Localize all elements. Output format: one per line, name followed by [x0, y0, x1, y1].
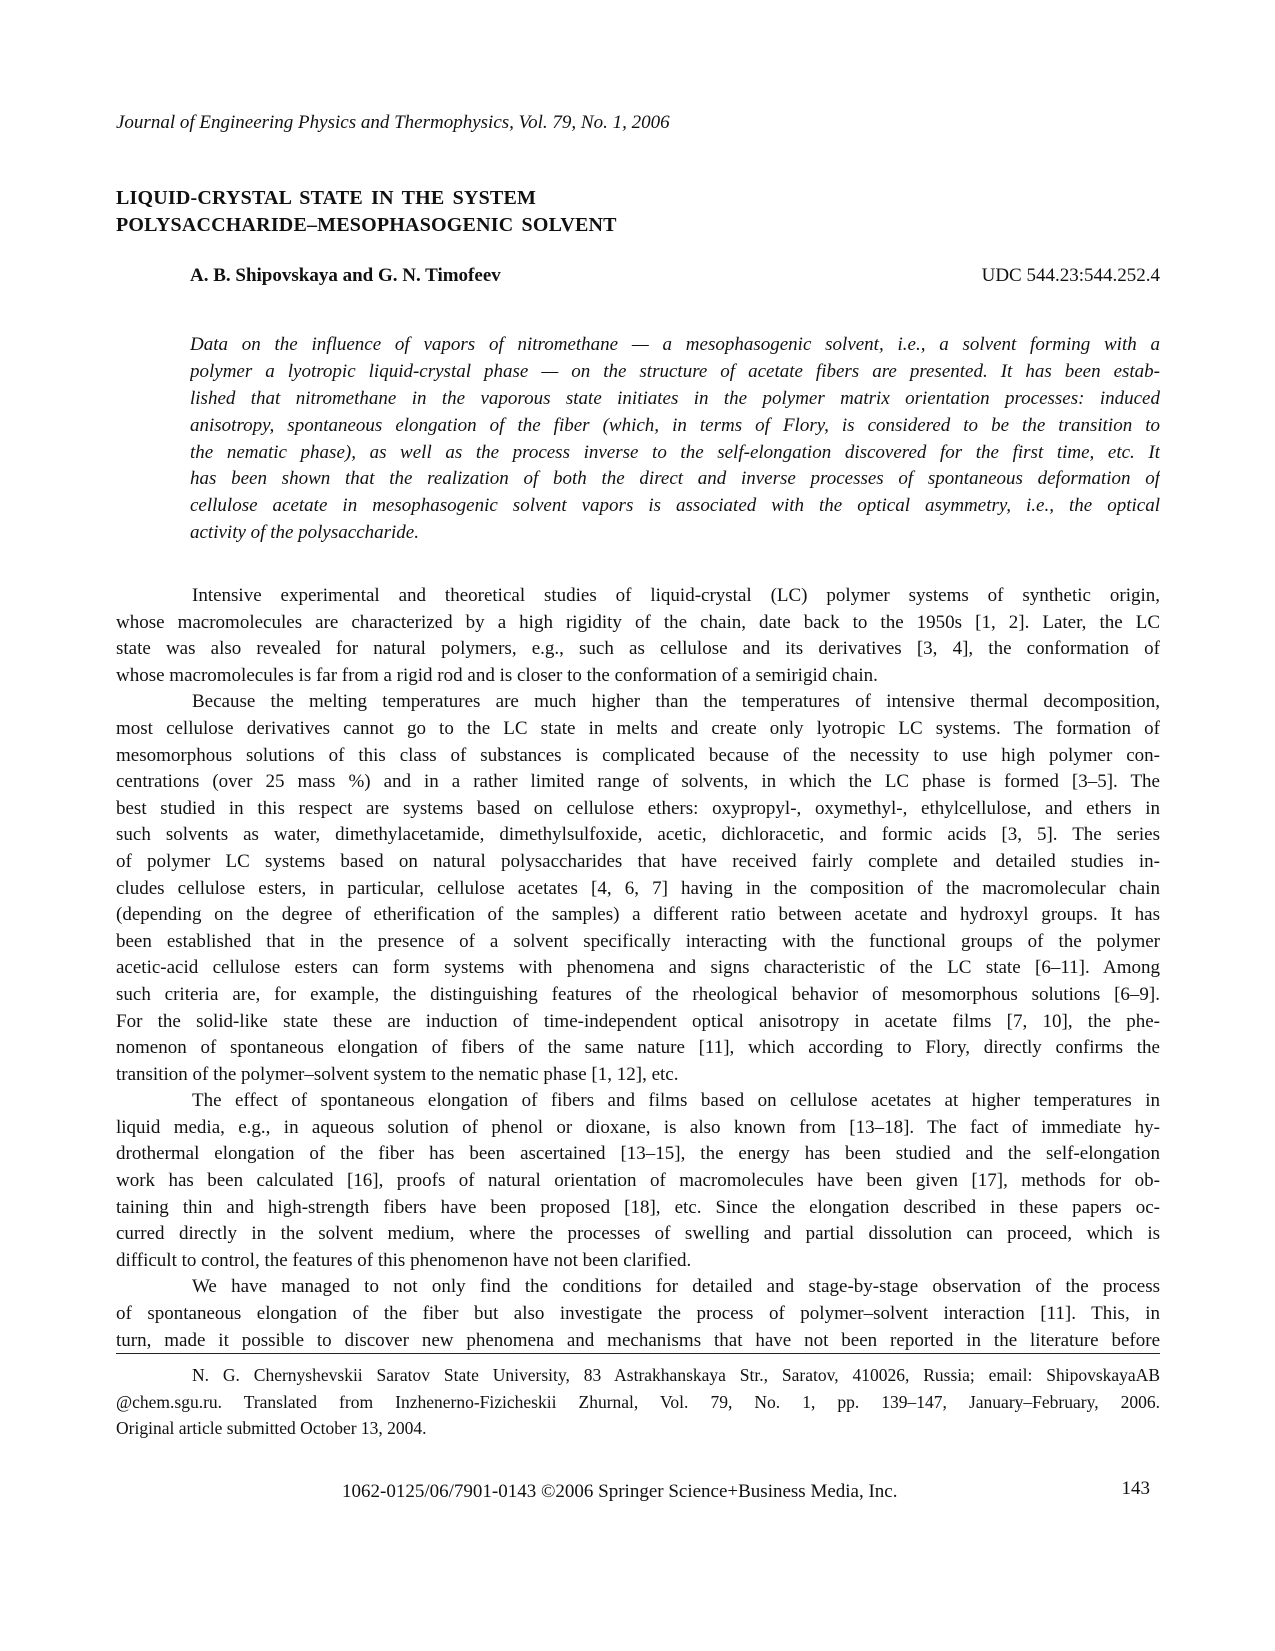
- body-line: We have managed to not only find the conditions for detailed and stage-by-stage observation of the process: [192, 1276, 1160, 1298]
- abstract-line: anisotropy, spontaneous elongation of the fiber (which, in terms of Flory, is considered to be the transition to: [190, 414, 1160, 436]
- footnote-divider: [116, 1353, 1160, 1354]
- body-line: whose macromolecules is far from a rigid rod and is closer to the conformation of a semirigid chain.: [116, 664, 878, 686]
- article-title: [116, 185, 617, 239]
- footnote-line: N. G. Chernyshevskii Saratov State University, 83 Astrakhanskaya Str., Saratov, 410026, Russia; email: ShipovskayaAB: [192, 1365, 1160, 1385]
- body-line: transition of the polymer–solvent system to the nematic phase [1, 12], etc.: [116, 1063, 679, 1085]
- body-line: (depending on the degree of etherification of the samples) a different ratio between acetate and hydroxyl groups. It has: [116, 904, 1160, 926]
- body-line: state was also revealed for natural polymers, e.g., such as cellulose and its derivatives [3, 4], the conformation of: [116, 638, 1160, 660]
- body-line: such solvents as water, dimethylacetamide, dimethylsulfoxide, acetic, dichloracetic, and formic acids [3, 5]. The series: [116, 824, 1160, 846]
- body-line: Intensive experimental and theoretical studies of liquid-crystal (LC) polymer systems of synthetic origin,: [192, 585, 1160, 606]
- body-text: [116, 583, 1160, 1354]
- body-line: liquid media, e.g., in aqueous solution of phenol or dioxane, is also known from [13–18]. The fact of immediate hy-: [116, 1116, 1160, 1138]
- journal-header: Journal of Engineering Physics and Thermophysics, Vol. 79, No. 1, 2006: [116, 112, 670, 133]
- footnote-line: @chem.sgu.ru. Translated from Inzhenerno-Fizicheskii Zhurnal, Vol. 79, No. 1, pp. 139–147, January–February, 2006.: [116, 1391, 1160, 1412]
- abstract-line: Data on the influence of vapors of nitromethane — a mesophasogenic solvent, i.e., a solvent forming with a: [190, 334, 1160, 355]
- abstract-line: activity of the polysaccharide.: [190, 522, 419, 544]
- body-line: difficult to control, the features of this phenomenon have not been clarified.: [116, 1249, 692, 1271]
- body-line: acetic-acid cellulose esters can form systems with phenomena and signs characteristic of the LC state [6–11]. Among: [116, 957, 1160, 979]
- body-line: most cellulose derivatives cannot go to the LC state in melts and create only lyotropic LC systems. The formation of: [116, 717, 1160, 739]
- abstract-line: the nematic phase), as well as the process inverse to the self-elongation discovered for the first time, etc. It: [190, 441, 1160, 463]
- body-line: been established that in the presence of a solvent specifically interacting with the functional groups of the polymer: [116, 930, 1160, 952]
- body-line: nomenon of spontaneous elongation of fibers of the same nature [11], which according to Flory, directly confirms the: [116, 1037, 1160, 1059]
- body-line: turn, made it possible to discover new phenomena and mechanisms that have not been reported in the literature before: [116, 1329, 1160, 1351]
- body-line: mesomorphous solutions of this class of substances is complicated because of the necessity to use high polymer con-: [116, 744, 1160, 766]
- abstract-line: polymer a lyotropic liquid-crystal phase — on the structure of acetate fibers are presented. It has been estab-: [190, 360, 1160, 382]
- abstract-line: lished that nitromethane in the vaporous state initiates in the polymer matrix orientation processes: induced: [190, 387, 1160, 409]
- body-line: best studied in this respect are systems based on cellulose ethers: oxypropyl-, oxymethyl-, ethylcellulose, and ethers in: [116, 797, 1160, 819]
- body-line: taining thin and high-strength fibers have been proposed [18], etc. Since the elongation described in these papers oc-: [116, 1196, 1160, 1218]
- abstract-line: has been shown that the realization of both the direct and inverse processes of spontaneous deformation of: [190, 468, 1160, 490]
- authors: A. B. Shipovskaya and G. N. Timofeev: [190, 265, 501, 286]
- body-line: drothermal elongation of the fiber has been ascertained [13–15], the energy has been studied and the self-elongation: [116, 1143, 1160, 1165]
- abstract-line: cellulose acetate in mesophasogenic solvent vapors is associated with the optical asymmetry, i.e., the optical: [190, 495, 1160, 517]
- page-number: 143: [1121, 1478, 1150, 1499]
- body-line: of spontaneous elongation of the fiber but also investigate the process of polymer–solvent interaction [11]. This, in: [116, 1303, 1160, 1325]
- body-line: The effect of spontaneous elongation of fibers and films based on cellulose acetates at higher temperatures in: [192, 1090, 1160, 1112]
- body-line: cludes cellulose esters, in particular, cellulose acetates [4, 6, 7] having in the composition of the macromolecular chain: [116, 877, 1160, 899]
- body-line: such criteria are, for example, the distinguishing features of the rheological behavior of mesomorphous solutions [6–9].: [116, 983, 1160, 1005]
- footnote-line: Original article submitted October 13, 2004.: [116, 1418, 427, 1438]
- abstract: [190, 332, 1160, 547]
- article-title-line-1: LIQUID-CRYSTAL STATE IN THE SYSTEM: [116, 187, 537, 209]
- body-line: For the solid-like state these are induction of time-independent optical anisotropy in acetate films [7, 10], the phe-: [116, 1010, 1160, 1032]
- body-line: work has been calculated [16], proofs of natural orientation of macromolecules have been given [17], methods for ob-: [116, 1170, 1160, 1192]
- body-line: centrations (over 25 mass %) and in a rather limited range of solvents, in which the LC phase is formed [3–5]. The: [116, 771, 1160, 793]
- body-line: of polymer LC systems based on natural polysaccharides that have received fairly complete and detailed studies in-: [116, 850, 1160, 872]
- body-line: curred directly in the solvent medium, where the processes of swelling and partial dissolution can proceed, which is: [116, 1223, 1160, 1245]
- body-line: whose macromolecules are characterized by a high rigidity of the chain, date back to the 1950s [1, 2]. Later, the LC: [116, 611, 1160, 633]
- footnote: [116, 1362, 1160, 1442]
- copyright-line: 1062-0125/06/7901-0143 ©2006 Springer Science+Business Media, Inc.: [342, 1481, 898, 1502]
- body-line: Because the melting temperatures are much higher than the temperatures of intensive thermal decomposition,: [192, 691, 1160, 713]
- udc-code: UDC 544.23:544.252.4: [981, 265, 1160, 286]
- article-title-line-2: POLYSACCHARIDE–MESOPHASOGENIC SOLVENT: [116, 214, 617, 236]
